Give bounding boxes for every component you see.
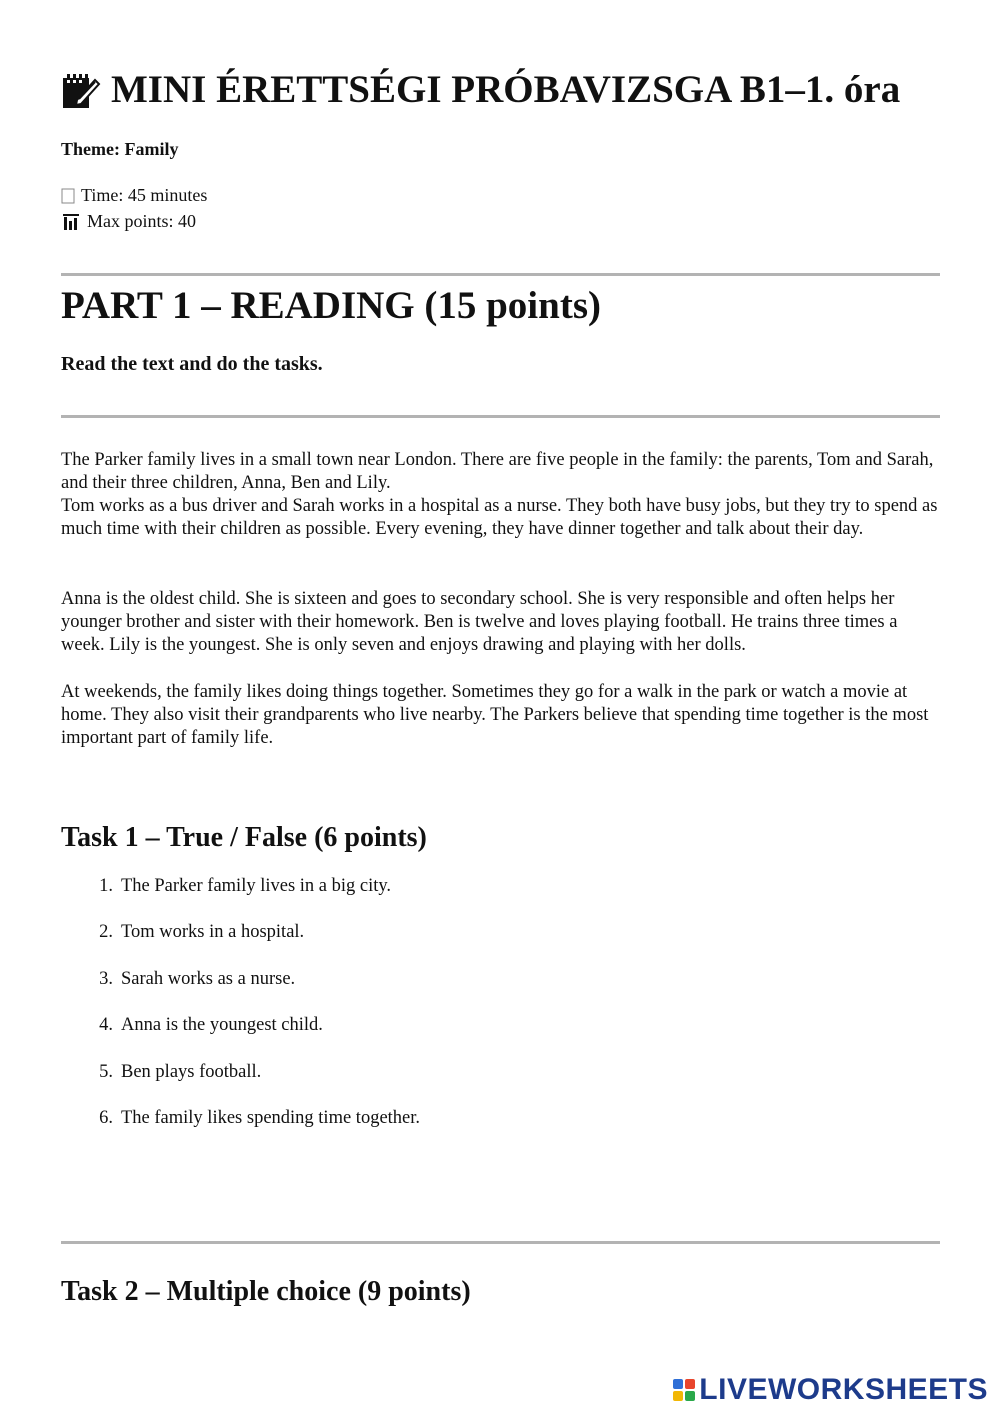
section-divider: [61, 273, 940, 276]
item-number: 6.: [99, 1107, 113, 1128]
points-info: [61, 211, 196, 232]
item-number: 4.: [99, 1015, 113, 1036]
logo-mark-icon: [673, 1379, 695, 1401]
page-title-text: MINI ÉRETTSÉGI PRÓBAVIZSGA B1–1. óra: [111, 68, 901, 111]
part1-instruction: Read the text and do the tasks.: [61, 353, 323, 375]
reading-paragraph-1: [61, 449, 940, 541]
time-info: [61, 185, 207, 206]
reading-paragraph-3: At weekends, the family likes doing things together. Sometimes they go for a walk in the park or watch a movie at home. They also visit their grandparents who live nearby. The Parkers believe that spending time together is the most important part of family life.: [61, 682, 929, 748]
item-statement: Tom works in a hospital.: [121, 922, 305, 943]
part1-heading: PART 1 – READING (15 points): [61, 284, 601, 327]
item-number: 2.: [99, 922, 113, 943]
item-statement: Anna is the youngest child.: [121, 1015, 323, 1036]
item-number: 5.: [99, 1061, 113, 1082]
list-item: [61, 1062, 420, 1108]
reading-paragraph-1a: The Parker family lives in a small town near London. There are five people in the family: the parents, Tom and Sarah, and their three children, Anna, Ben and Lily.: [61, 450, 934, 493]
liveworksheets-logo[interactable]: [673, 1374, 988, 1406]
item-statement: The Parker family lives in a big city.: [121, 876, 392, 896]
item-statement: Sarah works as a nurse.: [121, 968, 296, 989]
task2-heading: Task 2 – Multiple choice (9 points): [61, 1276, 471, 1307]
bar-chart-icon: [61, 214, 81, 230]
reading-paragraph-2: Anna is the oldest child. She is sixteen and goes to secondary school. She is very responsible and often helps her younger brother and sister with their homework. Ben is twelve and loves playing football. He trains three times a week. Lily is the youngest. She is only seven and enjoys drawing and playing with her dolls.: [61, 589, 898, 655]
item-statement: Ben plays football.: [121, 1061, 262, 1082]
max-points-text: Max points: 40: [87, 211, 197, 231]
logo-square: [673, 1379, 683, 1389]
list-item: [61, 969, 420, 1015]
section-divider: [61, 1241, 940, 1244]
list-item: [61, 922, 420, 968]
item-number: 1.: [99, 876, 113, 896]
list-item: [61, 1015, 420, 1061]
logo-wordmark: LIVEWORKSHEETS: [699, 1373, 988, 1406]
section-divider: [61, 415, 940, 418]
page-title: [61, 64, 900, 116]
missing-glyph-icon: [61, 188, 75, 204]
theme-label: Theme: Family: [61, 139, 179, 159]
item-number: 3.: [99, 968, 113, 989]
reading-paragraph-1b: Tom works as a bus driver and Sarah works in a hospital as a nurse. They both have busy jobs, but they try to spend as much time with their children as possible. Every evening, they have dinner together and talk about their day.: [61, 496, 938, 539]
time-text: Time: 45 minutes: [81, 185, 208, 205]
list-item: [61, 876, 420, 922]
memo-icon: [61, 70, 101, 110]
list-item: [61, 1108, 420, 1154]
logo-square: [685, 1391, 695, 1401]
task1-heading: Task 1 – True / False (6 points): [61, 822, 427, 853]
true-false-list: [61, 876, 420, 1154]
logo-square: [673, 1391, 683, 1401]
logo-square: [685, 1379, 695, 1389]
item-statement: The family likes spending time together.: [121, 1107, 421, 1128]
